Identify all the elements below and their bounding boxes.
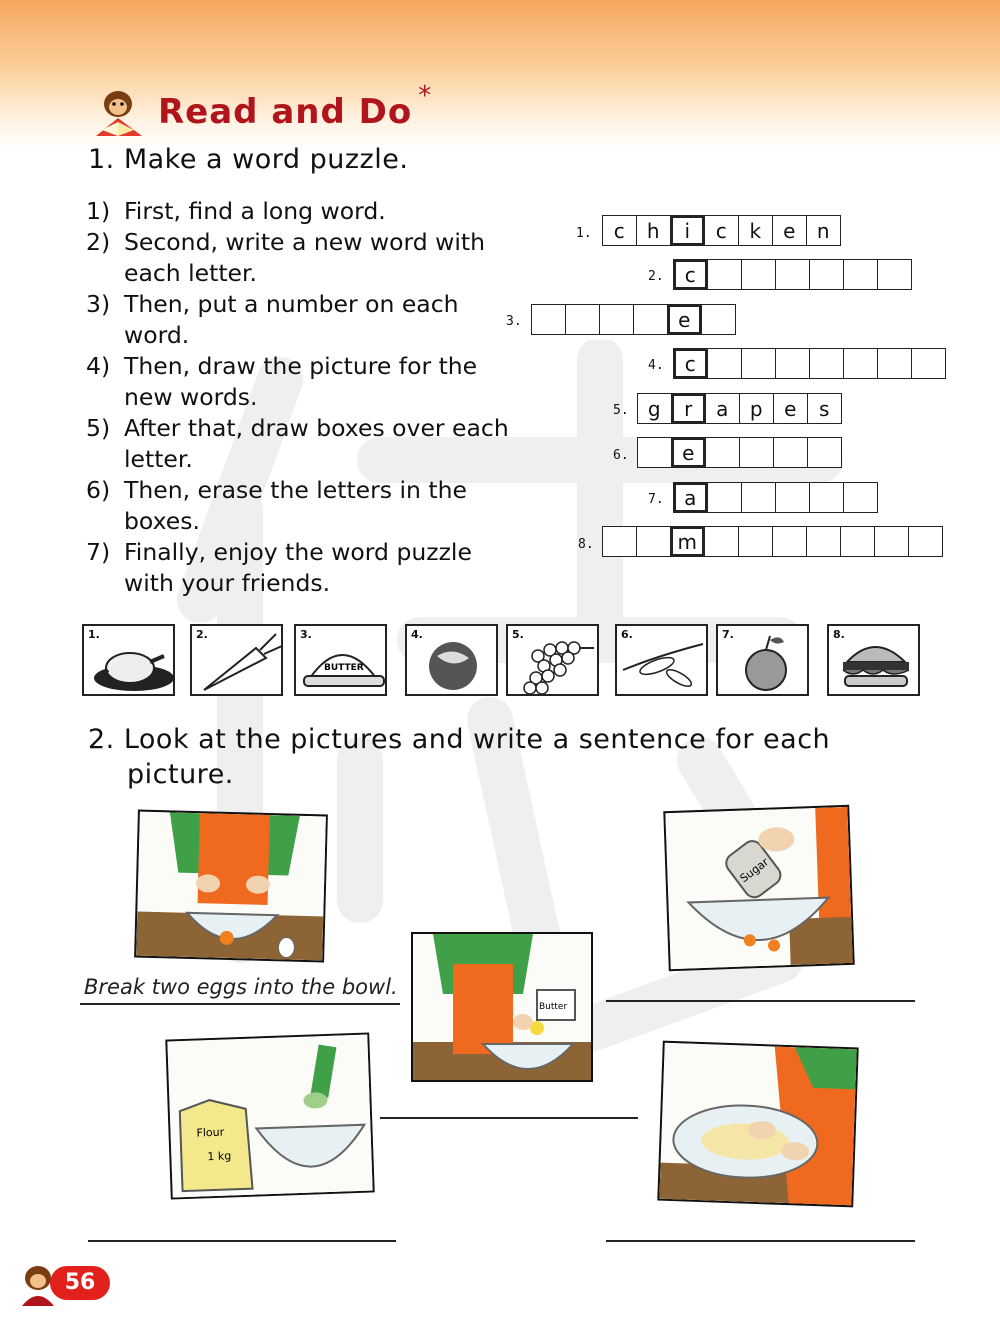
puzzle-cell[interactable] (741, 259, 777, 290)
puzzle-cell[interactable] (806, 526, 842, 557)
puzzle-cell[interactable] (908, 526, 944, 557)
photo-add-sugar (663, 805, 854, 971)
puzzle-cell[interactable]: c (673, 348, 709, 379)
picture-clue-6: 6. (615, 624, 708, 696)
puzzle-label: 2. (648, 269, 664, 284)
answer-line-5[interactable] (606, 1240, 915, 1242)
puzzle-cell[interactable]: e (772, 215, 808, 246)
puzzle-cell[interactable]: e (667, 304, 703, 335)
puzzle-cell[interactable] (911, 348, 947, 379)
puzzle-cell[interactable]: p (739, 393, 775, 424)
step-item: 7) Finally, enjoy the word puzzle with your friends. (86, 538, 472, 597)
puzzle-row (638, 393, 842, 424)
answer-line-1[interactable] (80, 1003, 400, 1005)
picture-clue-5: 5. (506, 624, 599, 696)
puzzle-cell[interactable] (707, 259, 743, 290)
picture-clue-7: 7. (716, 624, 809, 696)
puzzle-cell[interactable]: i (670, 215, 706, 246)
puzzle-cell[interactable]: e (773, 393, 809, 424)
puzzle-cell[interactable] (877, 259, 913, 290)
puzzle-cell[interactable] (772, 526, 808, 557)
puzzle-cell[interactable]: k (738, 215, 774, 246)
puzzle-cell[interactable] (531, 304, 567, 335)
puzzle-cell[interactable]: c (602, 215, 638, 246)
butter-spoon-icon (413, 934, 593, 1082)
puzzle-row (603, 526, 943, 557)
puzzle-cell[interactable]: a (673, 482, 709, 513)
puzzle-cell[interactable] (809, 348, 845, 379)
title-text: Read and Do (158, 92, 413, 132)
puzzle-label: 3. (506, 314, 522, 329)
question-2-heading-line2: picture. (127, 759, 234, 790)
puzzle-cell[interactable] (602, 526, 638, 557)
puzzle-row (674, 348, 946, 379)
puzzle-cell[interactable] (877, 348, 913, 379)
step-item: 1) First, find a long word. (86, 197, 386, 225)
picture-clue-1: 1. (82, 624, 175, 696)
puzzle-row (674, 259, 912, 290)
step-item: 4) Then, draw the picture for the new words. (86, 352, 478, 411)
puzzle-row (603, 215, 841, 246)
puzzle-cell[interactable]: n (806, 215, 842, 246)
mixing-bowl-icon (659, 1043, 859, 1208)
puzzle-label: 6. (613, 448, 629, 463)
puzzle-label: 5. (613, 403, 629, 418)
flour-label: Flour (196, 1125, 225, 1140)
example-answer: Break two eggs into the bowl. (84, 975, 398, 999)
monkey-reading-icon (88, 86, 150, 138)
butter-box-label: Butter (539, 1002, 568, 1012)
flour-weight-label: 1 kg (207, 1149, 232, 1164)
answer-line-2[interactable] (606, 1000, 915, 1002)
step-item: 6) Then, erase the letters in the boxes. (86, 476, 467, 535)
puzzle-row (674, 482, 878, 513)
puzzle-cell[interactable] (843, 482, 879, 513)
puzzle-label: 1. (576, 226, 592, 241)
picture-clue-4: 4. (405, 624, 498, 696)
photo-add-flour (165, 1032, 374, 1199)
puzzle-cell[interactable] (707, 482, 743, 513)
puzzle-cell[interactable]: c (704, 215, 740, 246)
puzzle-cell[interactable] (807, 437, 843, 468)
puzzle-cell[interactable] (636, 526, 672, 557)
puzzle-cell[interactable] (707, 348, 743, 379)
puzzle-label: 8. (578, 537, 594, 552)
star-icon: * (418, 81, 432, 111)
picture-clue-3: BUTTER 3. (294, 624, 387, 696)
puzzle-cell[interactable] (701, 304, 737, 335)
answer-line-4[interactable] (88, 1240, 396, 1242)
photo-break-eggs (134, 810, 328, 963)
puzzle-cell[interactable] (773, 437, 809, 468)
puzzle-cell[interactable]: e (671, 437, 707, 468)
puzzle-label: 4. (648, 358, 664, 373)
puzzle-cell[interactable]: s (807, 393, 843, 424)
puzzle-cell[interactable] (599, 304, 635, 335)
puzzle-label: 7. (648, 492, 664, 507)
puzzle-cell[interactable] (775, 259, 811, 290)
puzzle-cell[interactable] (741, 482, 777, 513)
question-2-heading-line1: 2. Look at the pictures and write a sentence for each (88, 724, 831, 755)
puzzle-cell[interactable] (843, 348, 879, 379)
puzzle-cell[interactable]: r (671, 393, 707, 424)
puzzle-cell[interactable] (633, 304, 669, 335)
steps-list (86, 196, 526, 599)
puzzle-cell[interactable]: m (670, 526, 706, 557)
puzzle-cell[interactable] (739, 437, 775, 468)
puzzle-cell[interactable] (843, 259, 879, 290)
flour-bag-icon (167, 1034, 374, 1199)
sugar-shaker-icon (665, 807, 854, 971)
answer-line-3[interactable] (380, 1117, 638, 1119)
puzzle-cell[interactable]: c (673, 259, 709, 290)
puzzle-cell[interactable] (741, 348, 777, 379)
butter-label: BUTTER (324, 663, 364, 673)
puzzle-row (532, 304, 736, 335)
puzzle-cell[interactable] (704, 526, 740, 557)
puzzle-cell[interactable]: h (636, 215, 672, 246)
puzzle-cell[interactable] (637, 437, 673, 468)
photo-mix (657, 1041, 858, 1208)
picture-clue-8: 8. (827, 624, 920, 696)
puzzle-row (638, 437, 842, 468)
sugar-label: Sugar (737, 855, 772, 886)
photo-add-butter (411, 932, 593, 1082)
page-number-badge (14, 1258, 106, 1308)
puzzle-cell[interactable] (874, 526, 910, 557)
puzzle-cell[interactable] (738, 526, 774, 557)
puzzle-cell[interactable]: a (705, 393, 741, 424)
puzzle-cell[interactable] (705, 437, 741, 468)
picture-clue-2: 2. (190, 624, 283, 696)
section-title (88, 82, 431, 142)
puzzle-cell[interactable] (775, 348, 811, 379)
puzzle-cell[interactable] (565, 304, 601, 335)
question-1-heading: 1. Make a word puzzle. (88, 144, 409, 175)
page-number: 56 (50, 1266, 110, 1300)
puzzle-cell[interactable]: g (637, 393, 673, 424)
step-item: 3) Then, put a number on each word. (86, 290, 459, 349)
step-item: 5) After that, draw boxes over each letter. (86, 414, 509, 473)
puzzle-cell[interactable] (840, 526, 876, 557)
puzzle-cell[interactable] (809, 482, 845, 513)
step-item: 2) Second, write a new word with each letter. (86, 228, 485, 287)
eggs-bowl-icon (136, 812, 328, 963)
puzzle-cell[interactable] (775, 482, 811, 513)
puzzle-cell[interactable] (809, 259, 845, 290)
